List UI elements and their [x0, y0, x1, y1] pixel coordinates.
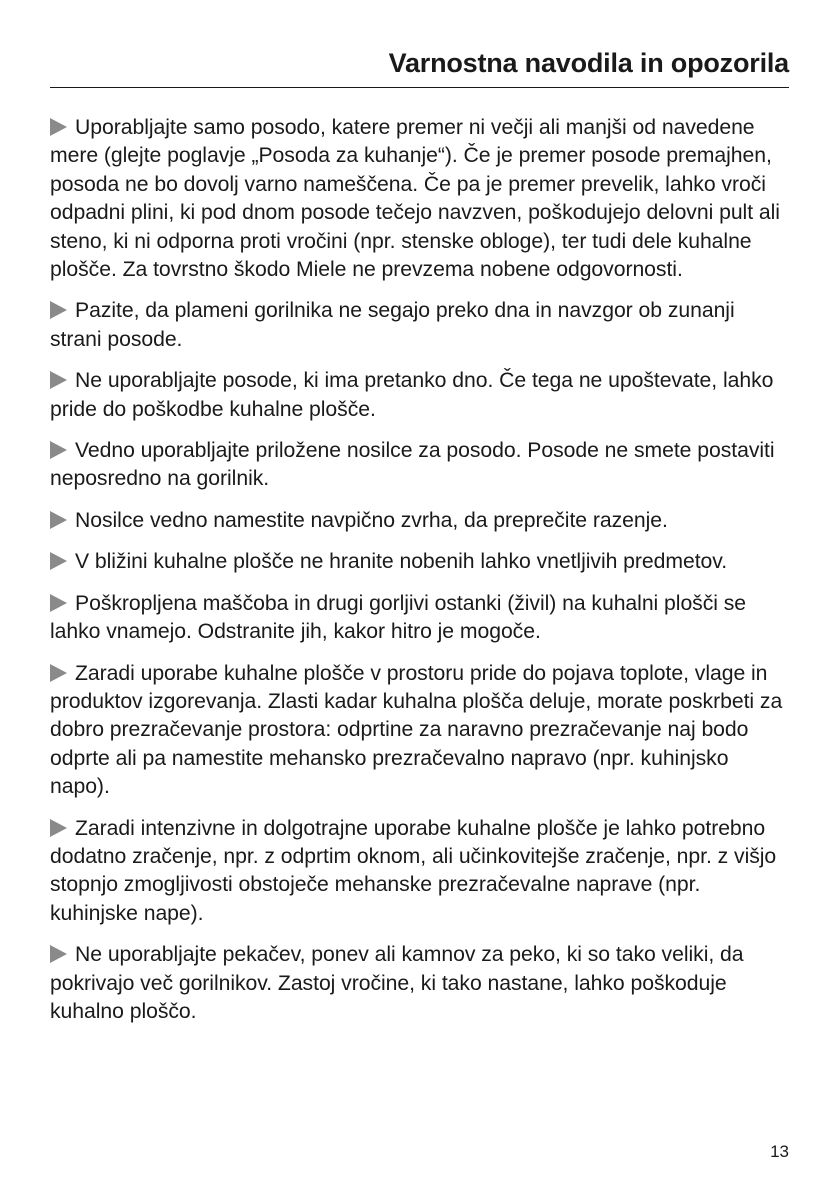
arrow-bullet-icon	[50, 301, 67, 319]
arrow-bullet-icon	[50, 552, 67, 570]
arrow-bullet-icon	[50, 118, 67, 136]
instruction-text: Vedno uporabljajte priložene nosilce za posodo. Posode ne smete postaviti neposredno na gorilnik.	[50, 439, 775, 491]
page-title: Varnostna navodila in opozorila	[388, 48, 789, 78]
instruction-paragraph	[50, 815, 789, 929]
instruction-text: Ne uporabljajte posode, ki ima pretanko dno. Če tega ne upoštevate, lahko pride do poškodbe kuhalne plošče.	[50, 369, 774, 421]
arrow-bullet-icon	[50, 441, 67, 459]
instruction-paragraph	[50, 590, 789, 647]
arrow-bullet-icon	[50, 371, 67, 389]
instruction-paragraph	[50, 507, 789, 535]
instruction-text: Poškropljena maščoba in drugi gorljivi ostanki (živil) na kuhalni plošči se lahko vnamejo. Odstranite jih, kakor hitro je mogoče.	[50, 591, 747, 644]
arrow-bullet-icon	[50, 945, 67, 963]
instruction-paragraph	[50, 297, 789, 354]
instruction-text: Uporabljajte samo posodo, katere premer ni večji ali manjši od navedene mere (glejte poglavje „Posoda za kuhanje“). Če je premer posode premajhen, posoda ne bo dovolj varno nameščena. Če pa je premer prevelik, lahko vroči odpadni plini, ki pod dnom posode tečejo navzven, poškodujejo delovni pult ali steno, ki ni odporna proti vročini (npr. stenske obloge), ter tudi dele kuhalne plošče. Za tovrstno škodo Miele ne prevzema nobene odgovornosti.	[50, 116, 780, 282]
instruction-paragraph	[50, 367, 789, 424]
page-number: 13	[770, 1142, 789, 1161]
arrow-bullet-icon	[50, 819, 67, 837]
instruction-paragraph	[50, 548, 789, 576]
instruction-text: Zaradi uporabe kuhalne plošče v prostoru pride do pojava toplote, vlage in produktov izgorevanja. Zlasti kadar kuhalna plošča deluje, morate poskrbeti za dobro prezračevanje prostora: odprtine za naravno prezračevanje naj bodo odprte ali pa namestite mehansko prezračevalno napravo (npr. kuhinjsko napo).	[50, 661, 783, 799]
instruction-paragraph	[50, 437, 789, 494]
instruction-paragraph	[50, 114, 789, 284]
instruction-text: Zaradi intenzivne in dolgotrajne uporabe kuhalne plošče je lahko potrebno dodatno zračenje, npr. z odprtim oknom, ali učinkovitejše zračenje, npr. z višjo stopnjo zmogljivosti obstoječe mehanske prezračevalne naprave (npr. kuhinjske nape).	[50, 816, 777, 925]
instruction-text: Pazite, da plameni gorilnika ne segajo preko dna in navzgor ob zunanji strani posode.	[50, 299, 735, 351]
instruction-text: Ne uporabljajte pekačev, ponev ali kamnov za peko, ki so tako veliki, da pokrivajo več gorilnikov. Zastoj vročine, ki tako nastane, lahko poškoduje kuhalno ploščo.	[50, 943, 744, 1023]
arrow-bullet-icon	[50, 594, 67, 612]
instruction-paragraph	[50, 941, 789, 1026]
instruction-paragraph	[50, 660, 789, 802]
safety-instructions	[50, 114, 789, 1039]
instruction-text: V bližini kuhalne plošče ne hranite nobenih lahko vnetljivih predmetov.	[75, 550, 728, 574]
arrow-bullet-icon	[50, 664, 67, 682]
arrow-bullet-icon	[50, 511, 67, 529]
page-header	[50, 44, 789, 88]
instruction-text: Nosilce vedno namestite navpično zvrha, da preprečite razenje.	[75, 508, 668, 532]
